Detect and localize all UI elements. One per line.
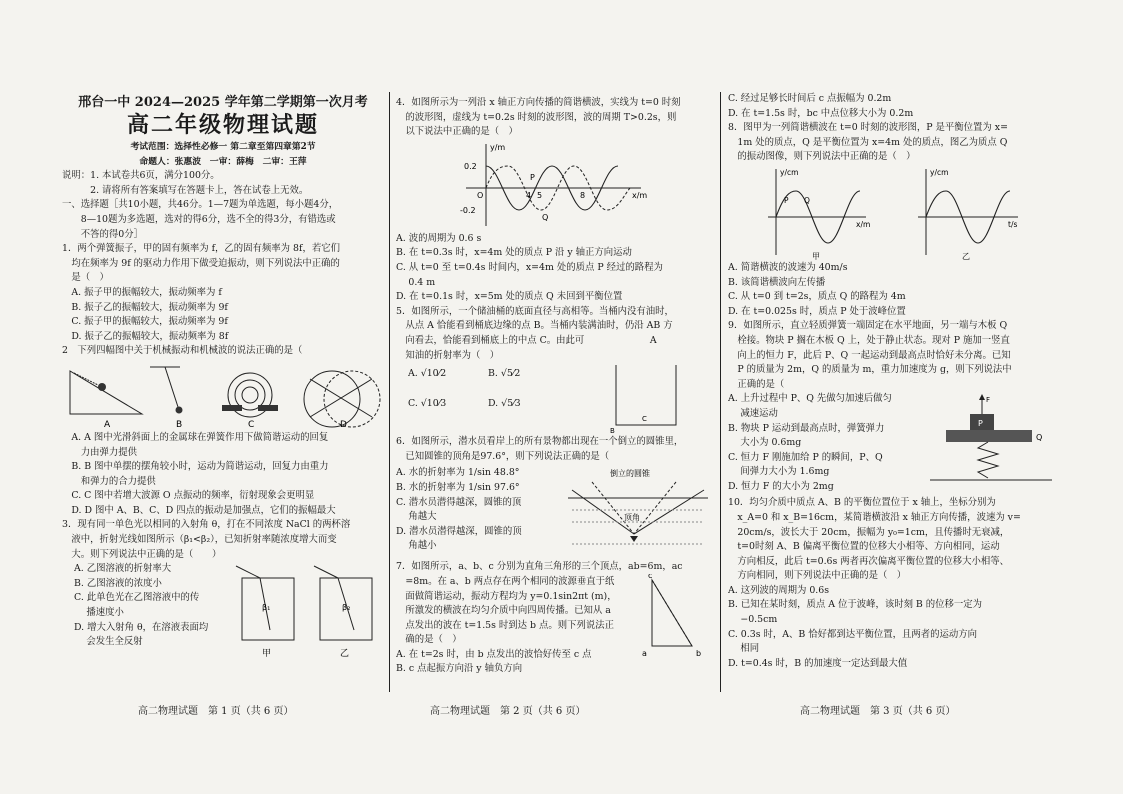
text-line: D. 在 t=1.5s 时，bc 中点位移大小为 0.2m: [728, 107, 914, 119]
text-line: D. 在 t=0.025s 时，质点 P 处于波峰位置: [728, 305, 906, 317]
text-line: 说明：1. 本试卷共6页，满分100分。: [62, 170, 220, 182]
school-line: 邢台一中 2024—2025 学年第二学期第一次月考: [78, 95, 368, 110]
exam-scope: 考试范围：选择性必修一 第二章至第四章第2节: [130, 142, 316, 152]
q5-label-b: B: [610, 427, 615, 436]
q3-beta1: β₁: [262, 603, 271, 613]
q8-fig-jia: [768, 168, 870, 261]
text-line: 一、选择题［共10小题，共46分。1—7题为单选题，每小题4分，: [62, 199, 339, 211]
text-line: 从点 A 恰能看到桶底边缘的点 B。当桶内装满油时，仍沿 AB 方: [396, 320, 673, 332]
q8-q9-text: [728, 261, 1058, 392]
text-line: C. 振子甲的振幅较大，振动频率为 9f: [62, 316, 228, 328]
text-line: B. B 图中单摆的摆角较小时，运动为简谐运动，回复力由重力: [62, 461, 329, 473]
q6-label-apex: 顶角: [624, 513, 640, 523]
q5-block: [396, 363, 714, 435]
q9-spring-figure: [924, 392, 1058, 496]
q4-tick-5: 5: [537, 190, 543, 200]
q8-yi-ylabel: y/cm: [930, 167, 949, 177]
column-3: [728, 92, 1058, 671]
q6-stem: [396, 435, 714, 464]
q3-label-jia: 甲: [262, 649, 272, 660]
q8-jia-ylabel: y/cm: [780, 167, 799, 177]
text-line: 所激发的横波在均匀介质中向四周传播。已知从 a: [396, 605, 611, 617]
q4-q5-text: [396, 232, 714, 363]
q8-yi-xlabel: t/s: [1008, 219, 1018, 229]
q3-options: [74, 562, 234, 650]
q7-label-c: c: [648, 574, 653, 581]
text-line: 1m 处的质点，Q 是平衡位置为 x=4m 处的质点，图乙为质点 Q: [728, 136, 1008, 148]
q2-label-a: A: [104, 419, 111, 430]
text-line: 9．如图所示，直立轻质弹簧一端固定在水平地面，另一端与木板 Q: [728, 320, 1008, 332]
text-line: 3．现有同一单色光以相同的入射角 θ，打在不同浓度 NaCl 的两杯溶: [62, 519, 351, 531]
text-line: 栓接。物块 P 搁在木板 Q 上，处于静止状态。现对 P 施加一竖直: [728, 334, 1010, 346]
text-line: 和弹力的合力提供: [62, 475, 156, 487]
text-line: 减速运动: [728, 407, 778, 419]
text-line: 液中，折射光线如图所示（β₁<β₂），已知折射率随浓度增大而变: [62, 534, 337, 546]
text-line: B. 乙图溶液的浓度小: [74, 577, 162, 589]
text-line: A. A 图中光滑斜面上的金属球在弹簧作用下做简谐运动的回复: [62, 431, 329, 443]
q7-q8-text: [728, 92, 1058, 165]
text-line: 方向相同，则下列说法中正确的是（ ）: [728, 570, 907, 582]
text-line: P 的质量为 2m，Q 的质量为 m，重力加速度为 g，则下列说法中: [728, 364, 1012, 376]
text-line: D. t=0.4s 时，B 的加速度一定达到最大值: [728, 657, 908, 669]
text-line: 的波形图，虚线为 t=0.2s 时刻的波形图，波的周期 T>0.2s，则: [396, 111, 677, 123]
text-line: 的振动图像，则下列说法中正确的是（ ）: [728, 151, 916, 163]
q5-option-a: A. √10⁄2: [408, 368, 447, 380]
text-line: 正确的是（: [728, 378, 785, 390]
text-line: 6．如图所示，潜水员看岸上的所有景物都出现在一个倒立的圆锥里，: [396, 436, 684, 448]
text-line: 知油的折射率为（ ）: [396, 349, 500, 361]
text-line: 角越小: [396, 540, 437, 552]
text-line: D. 潜水员潜得越深，圆锥的顶: [396, 525, 522, 537]
text-line: A. 简谐横波的波速为 40m/s: [728, 261, 848, 273]
q2-fig-c: [222, 373, 278, 417]
text-line: 10．均匀介质中质点 A、B 的平衡位置位于 x 轴上，坐标分别为: [728, 497, 996, 509]
text-line: A. 振子甲的振幅较大，振动频率为 f: [62, 286, 222, 298]
q8-point-q: Q: [804, 195, 810, 205]
text-line: D. 在 t=0.1s 时，x=5m 处的质点 Q 未回到平衡位置: [396, 291, 623, 303]
q2-label-b: B: [176, 419, 183, 430]
text-line: t=0时刻 A、B 偏离平衡位置的位移大小相等、方向相同，运动: [728, 541, 1000, 553]
text-line: A. 这列波的周期为 0.6s: [728, 584, 830, 596]
text-line: 大。则下列说法中正确的是（ ）: [62, 548, 222, 560]
q9-label-p: P: [978, 419, 983, 429]
text-line: C. 此单色光在乙图溶液中的传: [74, 592, 200, 604]
q4-wave-figure: [396, 140, 714, 232]
q4-y-label: y/m: [490, 142, 506, 152]
text-line: 以下说法中正确的是（ ）: [396, 126, 518, 138]
q8-jia-xlabel: x/m: [856, 219, 871, 229]
text-line: 7．如图所示，a、b、c 分别为直角三角形的三个顶点，ab=6m，ac: [396, 561, 683, 573]
text-line: 确的是（ ）: [396, 634, 462, 646]
text-line: A. 水的折射率为 1/sin 48.8°: [396, 467, 520, 479]
text-line: 均在频率为 9f 的驱动力作用下做受迫振动，则下列说法中正确的: [62, 257, 340, 269]
q3-label-yi: 乙: [340, 649, 350, 660]
q5-label-c: C: [642, 415, 647, 424]
text-line: C. 从 t=0 至 t=0.4s 时间内，x=4m 处的质点 P 经过的路程为: [396, 261, 663, 273]
footer-page-1: 高二物理试题 第 1 页（共 6 页）: [138, 706, 294, 717]
q9-label-q: Q: [1036, 433, 1043, 443]
text-line: A. 上升过程中 P、Q 先做匀加速后做匀: [728, 393, 892, 405]
text-line: 面做简谐运动，振动方程均为 y=0.1sin2πt (m)，: [396, 590, 617, 602]
text-line: 向看去，恰能看到桶底上的中点 C。由此可 A: [396, 334, 657, 346]
text-line: B. 在 t=0.3s 时，x=4m 处的质点 P 沿 y 轴正方向运动: [396, 247, 632, 259]
q7-triangle-figure: [634, 574, 714, 660]
text-line: 相同: [728, 643, 760, 655]
column-1-text: [62, 169, 384, 359]
text-line: 是（ ）: [62, 272, 109, 284]
q6-options: [396, 466, 556, 554]
column-1: [62, 92, 384, 662]
column-2: [396, 96, 714, 677]
text-line: 会发生全反射: [74, 636, 143, 648]
q3-beta2: β₂: [342, 603, 351, 613]
text-line: 2 下列四幅图中关于机械振动和机械波的说法正确的是（: [62, 345, 303, 357]
text-line: 4．如图所示为一列沿 x 轴正方向传播的简谐横波，实线为 t=0 时刻: [396, 97, 681, 108]
text-line: 方向相反，此后 t=0.6s 两者再次偏离平衡位置的位移大小相等、: [728, 555, 1010, 567]
text-line: A. 波的周期为 0.6 s: [396, 232, 482, 244]
text-line: 8．图甲为一列简谐横波在 t=0 时刻的波形图，P 是平衡位置为 x=: [728, 122, 1008, 134]
text-line: D. 恒力 F 的大小为 2mg: [728, 480, 834, 492]
text-line: C. 0.3s 时，A、B 恰好都到达平衡位置，且两者的运动方向: [728, 628, 978, 640]
q6-cone-figure: [558, 464, 714, 560]
text-line: 0.4 m: [396, 276, 436, 288]
text-line: B. 该简谐横波向左传播: [728, 276, 826, 288]
q6-block: [396, 464, 714, 560]
text-line: 间弹力大小为 1.6mg: [728, 466, 830, 478]
text-line: C. 经过足够长时间后 c 点振幅为 0.2m: [728, 93, 892, 104]
footer-page-3: 高二物理试题 第 3 页（共 6 页）: [800, 706, 956, 717]
q4-tick-m02: -0.2: [460, 205, 476, 215]
text-line: C. C 图中若增大波源 O 点振动的频率，衍射现象会更明显: [62, 490, 315, 502]
text-line: 向上的恒力 F，此后 P、Q 一起运动到最高点时恰好未分离。已知: [728, 349, 1011, 361]
q3-block: [62, 562, 384, 662]
q6-label-cone: 倒立的圆锥: [610, 469, 650, 479]
q2-fig-d: [304, 371, 380, 427]
text-line: =8m。在 a、b 两点存在两个相同的波源垂直于纸: [396, 575, 615, 587]
q5-options: [408, 367, 588, 427]
q7-label-a: a: [642, 649, 647, 659]
column-divider-2: [720, 92, 721, 692]
text-line: C. 潜水员潜得越深，圆锥的顶: [396, 496, 522, 508]
text-line: 1．两个弹簧振子，甲的固有频率为 f，乙的固有频率为 8f，若它们: [62, 243, 340, 255]
exam-title: 高二年级物理试题: [126, 113, 319, 138]
q7-label-b: b: [696, 649, 702, 659]
text-line: 20cm/s，波长大于 20cm，振幅为 y₀=1cm，且传播时无衰减，: [728, 526, 1010, 538]
text-line: 点发出的波在 t=1.5s 时到达 b 点。则下列说法正: [396, 619, 615, 631]
q5-option-d: D. √5⁄3: [488, 398, 521, 410]
text-line: 8—10题为多选题，选对的得6分，选不全的得3分，有错选或: [62, 213, 336, 225]
text-line: 角越大: [396, 511, 437, 523]
text-line: x_A=0 和 x_B=16cm，某简谐横波沿 x 轴正方向传播，波速为 v=: [728, 511, 1021, 523]
text-line: C. 从 t=0 到 t=2s，质点 Q 的路程为 4m: [728, 291, 906, 303]
footer-page-2: 高二物理试题 第 2 页（共 6 页）: [430, 706, 586, 717]
text-line: B. 已知在某时刻，质点 A 位于波峰，该时刻 B 的位移一定为: [728, 599, 983, 611]
q4-tick-4: 4: [526, 190, 532, 200]
q2-fig-b: [150, 367, 183, 414]
q4-x-label: x/m: [632, 190, 648, 200]
q7-block: [396, 560, 714, 677]
q9-block: [728, 392, 1058, 496]
q10-text: [728, 496, 1058, 671]
text-line: 5．如图所示，一个储油桶的底面直径与高相等。当桶内没有油时，: [396, 305, 674, 317]
text-line: B. 物块 P 运动到最高点时，弹簧弹力: [728, 422, 885, 434]
q8-label-yi: 乙: [962, 251, 970, 261]
q4-point-p: P: [530, 172, 535, 182]
q5-option-b: B. √5⁄2: [488, 368, 521, 380]
text-line: B. 水的折射率为 1/sin 97.6°: [396, 481, 520, 493]
q2-label-d: D: [340, 419, 347, 430]
q2-fig-a: [70, 371, 142, 414]
q5-barrel-figure: [606, 363, 706, 435]
text-line: 大小为 0.6mg: [728, 437, 802, 449]
q8-fig-yi: [918, 168, 1018, 261]
text-line: A. 乙图溶液的折射率大: [74, 563, 172, 575]
text-line: 已知圆锥的顶角是97.6°，则下列说法正确的是（: [396, 450, 610, 462]
q4-stem: [396, 96, 714, 140]
exam-authors: 命题人：张惠波 一审：薛梅 二审：王萍: [139, 156, 307, 167]
text-line: −0.5cm: [728, 614, 778, 626]
q3-figures: [234, 564, 384, 660]
text-line: D. 增大入射角 θ，在溶液表面均: [74, 621, 209, 633]
text-line: D. 振子乙的振幅较大，振动频率为 8f: [62, 330, 229, 342]
text-line: D. D 图中 A、B、C、D 四点的振动是加强点，它们的振幅最大: [62, 504, 336, 516]
q9-label-f: F: [986, 396, 991, 405]
text-line: C. 恒力 F 刚施加给 P 的瞬间，P、Q: [728, 451, 883, 463]
text-line: 力由弹力提供: [62, 446, 138, 458]
text-line: B. c 点起振方向沿 y 轴负方向: [396, 663, 523, 675]
column-divider-1: [389, 92, 390, 692]
q2-figures: [62, 359, 384, 431]
column-1-text-b: [62, 431, 384, 562]
q9-options: [728, 392, 928, 494]
text-line: 2. 请将所有答案填写在答题卡上，答在试卷上无效。: [62, 184, 309, 196]
q4-point-q: Q: [542, 212, 549, 222]
q8-figures: [728, 165, 1058, 261]
q2-label-c: C: [248, 419, 255, 430]
text-line: 不答的得0分］: [62, 228, 143, 240]
text-line: B. 振子乙的振幅较大，振动频率为 9f: [62, 301, 228, 313]
q8-label-jia: 甲: [812, 251, 820, 261]
q5-option-c: C. √10⁄3: [408, 398, 447, 410]
q4-tick-02: 0.2: [464, 161, 477, 171]
q4-tick-o: O: [477, 190, 484, 200]
text-line: A. 在 t=2s 时，由 b 点发出的波恰好传至 c 点: [396, 648, 592, 660]
text-line: 播速度小: [74, 607, 124, 619]
q8-point-p: P: [784, 195, 789, 205]
q4-tick-8: 8: [580, 190, 586, 200]
